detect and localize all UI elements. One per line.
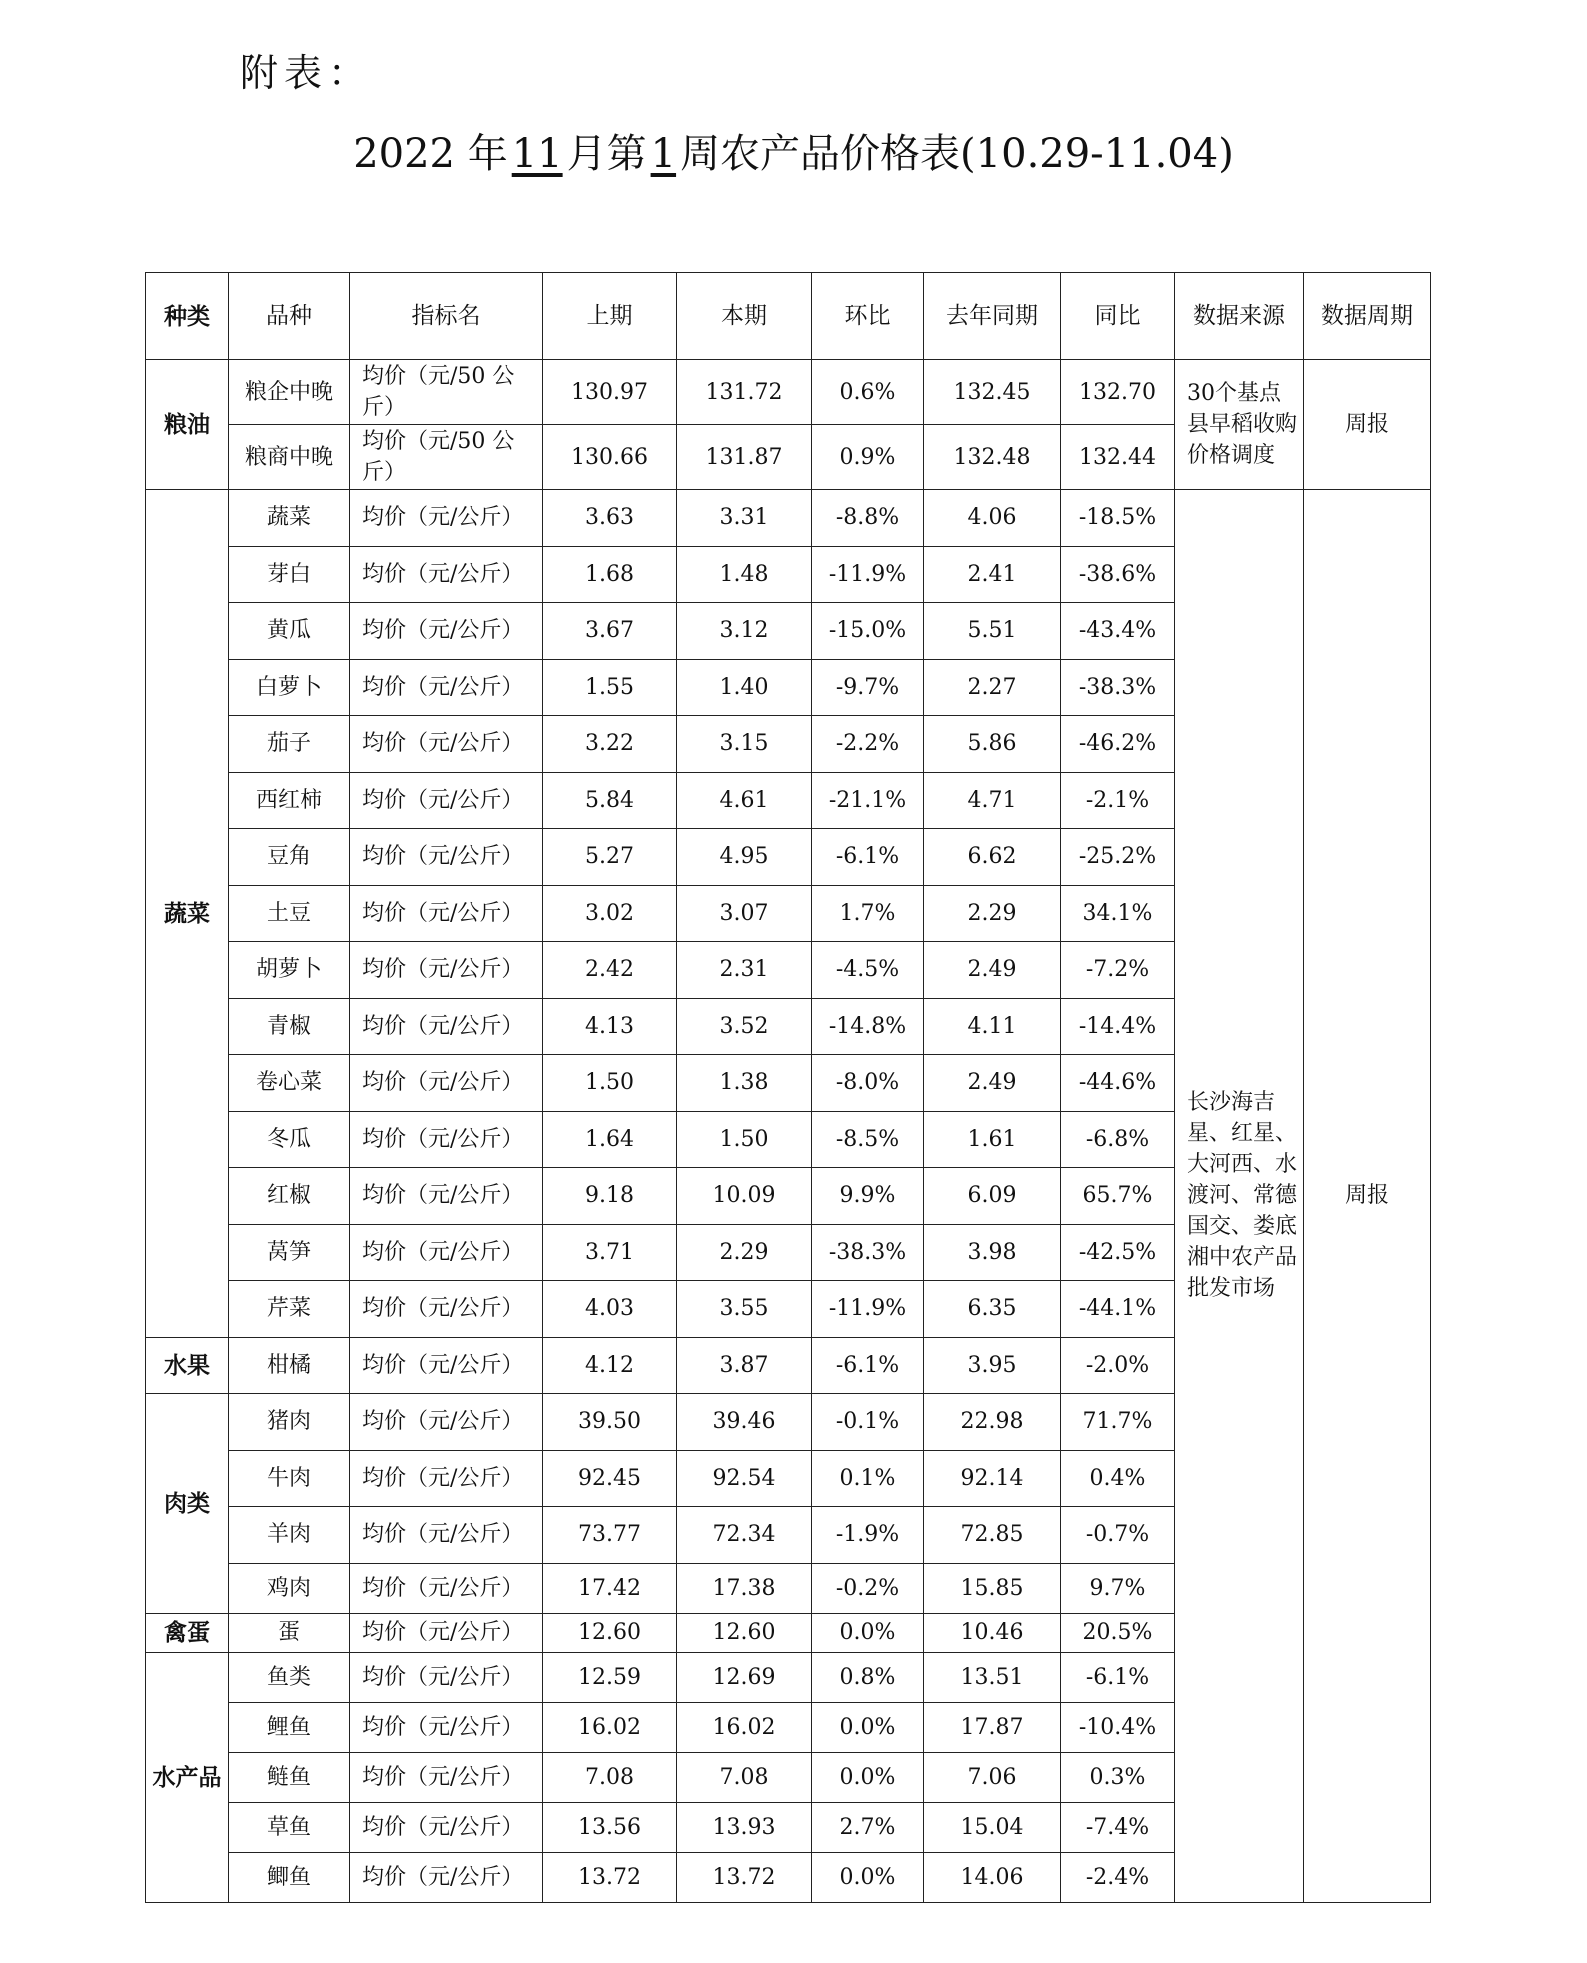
- column-header: 种类: [146, 273, 229, 360]
- indicator-cell: 均价（元/公斤）: [350, 1652, 543, 1702]
- prev-value-cell: 1.68: [543, 546, 677, 603]
- variety-cell: 卷心菜: [229, 1055, 350, 1112]
- mom-cell: 2.7%: [812, 1802, 924, 1852]
- prev-value-cell: 5.84: [543, 772, 677, 829]
- mom-cell: 0.0%: [812, 1852, 924, 1902]
- category-cell: 水果: [146, 1337, 229, 1394]
- curr-value-cell: 131.72: [677, 360, 812, 425]
- yoy-cell: -6.1%: [1061, 1652, 1175, 1702]
- data-period-cell: 周报: [1304, 360, 1431, 490]
- column-header: 指标名: [350, 273, 543, 360]
- prev-value-cell: 3.02: [543, 885, 677, 942]
- indicator-cell: 均价（元/公斤）: [350, 1168, 543, 1225]
- curr-value-cell: 92.54: [677, 1450, 812, 1507]
- mom-cell: -2.2%: [812, 716, 924, 773]
- column-header: 同比: [1061, 273, 1175, 360]
- yoy-cell: 71.7%: [1061, 1394, 1175, 1451]
- indicator-cell: 均价（元/公斤）: [350, 829, 543, 886]
- indicator-cell: 均价（元/公斤）: [350, 1852, 543, 1902]
- curr-value-cell: 7.08: [677, 1752, 812, 1802]
- variety-cell: 牛肉: [229, 1450, 350, 1507]
- indicator-cell: 均价（元/公斤）: [350, 546, 543, 603]
- last-year-cell: 4.06: [924, 490, 1061, 547]
- curr-value-cell: 2.29: [677, 1224, 812, 1281]
- indicator-cell: 均价（元/公斤）: [350, 659, 543, 716]
- variety-cell: 柑橘: [229, 1337, 350, 1394]
- prev-value-cell: 7.08: [543, 1752, 677, 1802]
- indicator-cell: 均价（元/公斤）: [350, 1507, 543, 1564]
- indicator-cell: 均价（元/公斤）: [350, 772, 543, 829]
- indicator-cell: 均价（元/50 公斤）: [350, 360, 543, 425]
- prev-value-cell: 3.71: [543, 1224, 677, 1281]
- prev-value-cell: 13.72: [543, 1852, 677, 1902]
- prev-value-cell: 73.77: [543, 1507, 677, 1564]
- page-title: [0, 122, 1587, 179]
- indicator-cell: 均价（元/公斤）: [350, 1337, 543, 1394]
- variety-cell: 茄子: [229, 716, 350, 773]
- curr-value-cell: 12.60: [677, 1613, 812, 1652]
- last-year-cell: 4.11: [924, 998, 1061, 1055]
- curr-value-cell: 3.31: [677, 490, 812, 547]
- indicator-cell: 均价（元/公斤）: [350, 1752, 543, 1802]
- mom-cell: 9.9%: [812, 1168, 924, 1225]
- curr-value-cell: 39.46: [677, 1394, 812, 1451]
- prev-value-cell: 130.66: [543, 425, 677, 490]
- mom-cell: -6.1%: [812, 1337, 924, 1394]
- yoy-cell: -2.4%: [1061, 1852, 1175, 1902]
- yoy-cell: -10.4%: [1061, 1702, 1175, 1752]
- prev-value-cell: 3.63: [543, 490, 677, 547]
- last-year-cell: 6.62: [924, 829, 1061, 886]
- mom-cell: 0.9%: [812, 425, 924, 490]
- column-header: 上期: [543, 273, 677, 360]
- yoy-cell: -42.5%: [1061, 1224, 1175, 1281]
- category-cell: 肉类: [146, 1394, 229, 1614]
- last-year-cell: 7.06: [924, 1752, 1061, 1802]
- curr-value-cell: 72.34: [677, 1507, 812, 1564]
- mom-cell: -8.8%: [812, 490, 924, 547]
- variety-cell: 鱼类: [229, 1652, 350, 1702]
- yoy-cell: 20.5%: [1061, 1613, 1175, 1652]
- yoy-cell: -44.6%: [1061, 1055, 1175, 1112]
- indicator-cell: 均价（元/公斤）: [350, 1111, 543, 1168]
- title-mid: 月第: [566, 131, 647, 177]
- variety-cell: 鲤鱼: [229, 1702, 350, 1752]
- last-year-cell: 1.61: [924, 1111, 1061, 1168]
- column-header: 本期: [677, 273, 812, 360]
- yoy-cell: -2.0%: [1061, 1337, 1175, 1394]
- last-year-cell: 2.27: [924, 659, 1061, 716]
- yoy-cell: -46.2%: [1061, 716, 1175, 773]
- indicator-cell: 均价（元/公斤）: [350, 1563, 543, 1613]
- curr-value-cell: 1.38: [677, 1055, 812, 1112]
- last-year-cell: 5.51: [924, 603, 1061, 660]
- mom-cell: -21.1%: [812, 772, 924, 829]
- curr-value-cell: 16.02: [677, 1702, 812, 1752]
- data-source-cell: 30个基点县早稻收购价格调度: [1175, 360, 1304, 490]
- indicator-cell: 均价（元/公斤）: [350, 1802, 543, 1852]
- data-period-cell: 周报: [1304, 490, 1431, 1903]
- indicator-cell: 均价（元/公斤）: [350, 885, 543, 942]
- last-year-cell: 3.98: [924, 1224, 1061, 1281]
- prev-value-cell: 4.13: [543, 998, 677, 1055]
- mom-cell: -1.9%: [812, 1507, 924, 1564]
- last-year-cell: 13.51: [924, 1652, 1061, 1702]
- category-cell: 蔬菜: [146, 490, 229, 1338]
- mom-cell: 0.6%: [812, 360, 924, 425]
- mom-cell: -11.9%: [812, 546, 924, 603]
- variety-cell: 冬瓜: [229, 1111, 350, 1168]
- last-year-cell: 2.41: [924, 546, 1061, 603]
- indicator-cell: 均价（元/公斤）: [350, 1224, 543, 1281]
- prev-value-cell: 3.22: [543, 716, 677, 773]
- curr-value-cell: 17.38: [677, 1563, 812, 1613]
- yoy-cell: 34.1%: [1061, 885, 1175, 942]
- last-year-cell: 2.29: [924, 885, 1061, 942]
- yoy-cell: -25.2%: [1061, 829, 1175, 886]
- variety-cell: 黄瓜: [229, 603, 350, 660]
- last-year-cell: 2.49: [924, 942, 1061, 999]
- yoy-cell: 0.4%: [1061, 1450, 1175, 1507]
- prev-value-cell: 4.12: [543, 1337, 677, 1394]
- category-cell: 禽蛋: [146, 1613, 229, 1652]
- mom-cell: -6.1%: [812, 829, 924, 886]
- mom-cell: -38.3%: [812, 1224, 924, 1281]
- curr-value-cell: 13.72: [677, 1852, 812, 1902]
- indicator-cell: 均价（元/公斤）: [350, 603, 543, 660]
- last-year-cell: 10.46: [924, 1613, 1061, 1652]
- prev-value-cell: 1.64: [543, 1111, 677, 1168]
- indicator-cell: 均价（元/50 公斤）: [350, 425, 543, 490]
- mom-cell: 0.0%: [812, 1613, 924, 1652]
- variety-cell: 芹菜: [229, 1281, 350, 1338]
- last-year-cell: 17.87: [924, 1702, 1061, 1752]
- table-header-row: [146, 273, 1431, 360]
- mom-cell: -9.7%: [812, 659, 924, 716]
- prev-value-cell: 12.60: [543, 1613, 677, 1652]
- yoy-cell: 0.3%: [1061, 1752, 1175, 1802]
- last-year-cell: 6.09: [924, 1168, 1061, 1225]
- indicator-cell: 均价（元/公斤）: [350, 1702, 543, 1752]
- mom-cell: 0.1%: [812, 1450, 924, 1507]
- yoy-cell: -7.2%: [1061, 942, 1175, 999]
- yoy-cell: -7.4%: [1061, 1802, 1175, 1852]
- last-year-cell: 72.85: [924, 1507, 1061, 1564]
- curr-value-cell: 10.09: [677, 1168, 812, 1225]
- variety-cell: 芽白: [229, 546, 350, 603]
- last-year-cell: 132.45: [924, 360, 1061, 425]
- title-week: 1: [650, 131, 677, 177]
- variety-cell: 莴笋: [229, 1224, 350, 1281]
- variety-cell: 土豆: [229, 885, 350, 942]
- curr-value-cell: 3.15: [677, 716, 812, 773]
- title-prefix: 2022 年: [353, 131, 508, 177]
- mom-cell: -14.8%: [812, 998, 924, 1055]
- variety-cell: 蛋: [229, 1613, 350, 1652]
- yoy-cell: -18.5%: [1061, 490, 1175, 547]
- curr-value-cell: 13.93: [677, 1802, 812, 1852]
- curr-value-cell: 1.40: [677, 659, 812, 716]
- table-row: [146, 360, 1431, 425]
- mom-cell: -8.5%: [812, 1111, 924, 1168]
- variety-cell: 猪肉: [229, 1394, 350, 1451]
- last-year-cell: 14.06: [924, 1852, 1061, 1902]
- curr-value-cell: 1.48: [677, 546, 812, 603]
- prev-value-cell: 2.42: [543, 942, 677, 999]
- prev-value-cell: 12.59: [543, 1652, 677, 1702]
- variety-cell: 鲢鱼: [229, 1752, 350, 1802]
- variety-cell: 青椒: [229, 998, 350, 1055]
- yoy-cell: 132.70: [1061, 360, 1175, 425]
- variety-cell: 羊肉: [229, 1507, 350, 1564]
- curr-value-cell: 4.61: [677, 772, 812, 829]
- mom-cell: 0.0%: [812, 1702, 924, 1752]
- curr-value-cell: 3.55: [677, 1281, 812, 1338]
- column-header: 环比: [812, 273, 924, 360]
- mom-cell: -0.1%: [812, 1394, 924, 1451]
- indicator-cell: 均价（元/公斤）: [350, 1450, 543, 1507]
- last-year-cell: 2.49: [924, 1055, 1061, 1112]
- last-year-cell: 15.04: [924, 1802, 1061, 1852]
- last-year-cell: 92.14: [924, 1450, 1061, 1507]
- indicator-cell: 均价（元/公斤）: [350, 1613, 543, 1652]
- curr-value-cell: 3.52: [677, 998, 812, 1055]
- prev-value-cell: 1.55: [543, 659, 677, 716]
- yoy-cell: -44.1%: [1061, 1281, 1175, 1338]
- indicator-cell: 均价（元/公斤）: [350, 942, 543, 999]
- curr-value-cell: 4.95: [677, 829, 812, 886]
- indicator-cell: 均价（元/公斤）: [350, 1394, 543, 1451]
- last-year-cell: 4.71: [924, 772, 1061, 829]
- variety-cell: 胡萝卜: [229, 942, 350, 999]
- yoy-cell: -38.3%: [1061, 659, 1175, 716]
- prev-value-cell: 9.18: [543, 1168, 677, 1225]
- mom-cell: 0.0%: [812, 1752, 924, 1802]
- variety-cell: 粮商中晚: [229, 425, 350, 490]
- prev-value-cell: 17.42: [543, 1563, 677, 1613]
- column-header: 数据周期: [1304, 273, 1431, 360]
- column-header: 去年同期: [924, 273, 1061, 360]
- curr-value-cell: 3.12: [677, 603, 812, 660]
- variety-cell: 豆角: [229, 829, 350, 886]
- yoy-cell: -2.1%: [1061, 772, 1175, 829]
- column-header: 数据来源: [1175, 273, 1304, 360]
- curr-value-cell: 3.07: [677, 885, 812, 942]
- mom-cell: -15.0%: [812, 603, 924, 660]
- title-month: 11: [511, 131, 563, 177]
- prev-value-cell: 39.50: [543, 1394, 677, 1451]
- prev-value-cell: 3.67: [543, 603, 677, 660]
- attachment-label: 附表：: [240, 51, 373, 95]
- indicator-cell: 均价（元/公斤）: [350, 716, 543, 773]
- indicator-cell: 均价（元/公斤）: [350, 1055, 543, 1112]
- yoy-cell: -43.4%: [1061, 603, 1175, 660]
- curr-value-cell: 2.31: [677, 942, 812, 999]
- data-source-cell: 长沙海吉星、红星、大河西、水渡河、常德国交、娄底湘中农产品批发市场: [1175, 490, 1304, 1903]
- indicator-cell: 均价（元/公斤）: [350, 998, 543, 1055]
- category-cell: 水产品: [146, 1652, 229, 1902]
- last-year-cell: 5.86: [924, 716, 1061, 773]
- yoy-cell: 132.44: [1061, 425, 1175, 490]
- variety-cell: 粮企中晚: [229, 360, 350, 425]
- column-header: 品种: [229, 273, 350, 360]
- last-year-cell: 6.35: [924, 1281, 1061, 1338]
- prev-value-cell: 13.56: [543, 1802, 677, 1852]
- mom-cell: 0.8%: [812, 1652, 924, 1702]
- yoy-cell: -0.7%: [1061, 1507, 1175, 1564]
- yoy-cell: -6.8%: [1061, 1111, 1175, 1168]
- prev-value-cell: 130.97: [543, 360, 677, 425]
- variety-cell: 草鱼: [229, 1802, 350, 1852]
- yoy-cell: 9.7%: [1061, 1563, 1175, 1613]
- mom-cell: -8.0%: [812, 1055, 924, 1112]
- variety-cell: 红椒: [229, 1168, 350, 1225]
- curr-value-cell: 131.87: [677, 425, 812, 490]
- table-row: [146, 490, 1431, 547]
- last-year-cell: 22.98: [924, 1394, 1061, 1451]
- yoy-cell: -14.4%: [1061, 998, 1175, 1055]
- variety-cell: 西红柿: [229, 772, 350, 829]
- mom-cell: -11.9%: [812, 1281, 924, 1338]
- prev-value-cell: 16.02: [543, 1702, 677, 1752]
- indicator-cell: 均价（元/公斤）: [350, 490, 543, 547]
- variety-cell: 白萝卜: [229, 659, 350, 716]
- price-table: [145, 272, 1431, 1903]
- curr-value-cell: 1.50: [677, 1111, 812, 1168]
- curr-value-cell: 3.87: [677, 1337, 812, 1394]
- variety-cell: 鲫鱼: [229, 1852, 350, 1902]
- last-year-cell: 3.95: [924, 1337, 1061, 1394]
- yoy-cell: -38.6%: [1061, 546, 1175, 603]
- prev-value-cell: 1.50: [543, 1055, 677, 1112]
- mom-cell: -0.2%: [812, 1563, 924, 1613]
- last-year-cell: 132.48: [924, 425, 1061, 490]
- yoy-cell: 65.7%: [1061, 1168, 1175, 1225]
- last-year-cell: 15.85: [924, 1563, 1061, 1613]
- title-suffix: 周农产品价格表(10.29-11.04): [680, 131, 1234, 177]
- curr-value-cell: 12.69: [677, 1652, 812, 1702]
- category-cell: 粮油: [146, 360, 229, 490]
- prev-value-cell: 4.03: [543, 1281, 677, 1338]
- indicator-cell: 均价（元/公斤）: [350, 1281, 543, 1338]
- mom-cell: -4.5%: [812, 942, 924, 999]
- prev-value-cell: 5.27: [543, 829, 677, 886]
- prev-value-cell: 92.45: [543, 1450, 677, 1507]
- variety-cell: 鸡肉: [229, 1563, 350, 1613]
- variety-cell: 蔬菜: [229, 490, 350, 547]
- mom-cell: 1.7%: [812, 885, 924, 942]
- table-body: [146, 360, 1431, 1903]
